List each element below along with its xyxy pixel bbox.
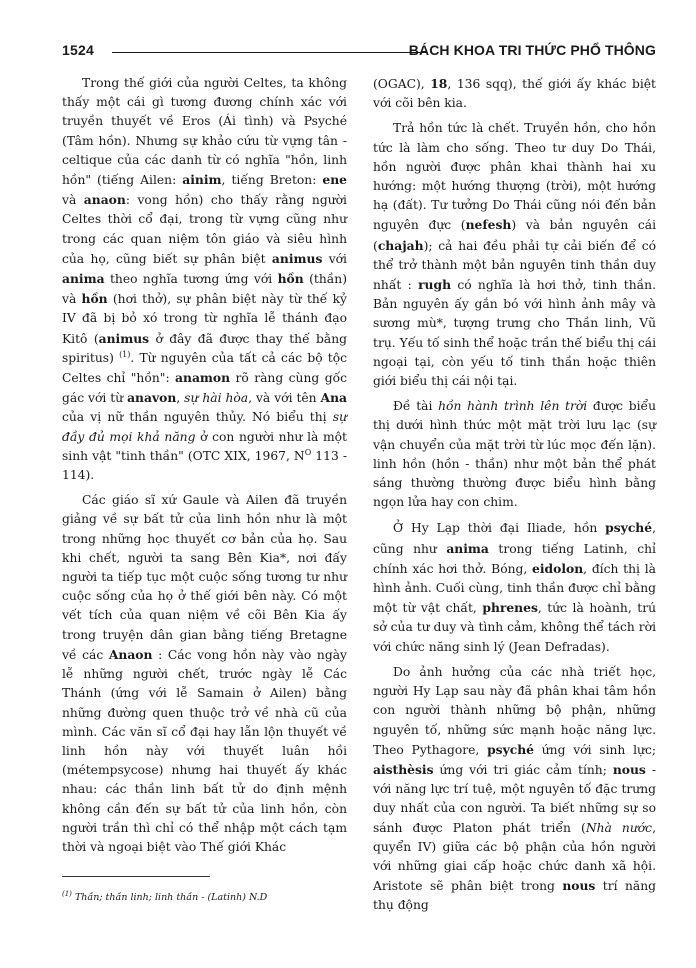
paragraph: Các giáo sĩ xứ Gaule và Ailen đã truyền giảng về sự bất tử của linh hồn như là một trong những học thuyết cơ bản của họ. Sau khi chết, người ta sang Bên Kia*, nơi đấy người ta tiếp tục một cuộc sống tương tư như cuộc sống của họ ở thế giới bên này. Có một vết tích của quan niệm về cõi Bên Kia ấy trong truyện dân gian bằng tiếng Bretagne về các Anaon : Các vong hồn này vào ngày lễ những người chết, trước ngày lễ Các Thánh (ứng với lễ Samain ở Ailen) bằng những đường quen thuộc trở về nhà cũ của mình. Các văn sĩ cổ đại hay lẫn lộn thuyết về linh hồn này với thuyết luân hồi (métempsycose) nhưng hai thuyết ấy khác nhau: các thần linh bất tử do định mệnh không cần đến sự bất tử của linh hồn, còn người trần thì chỉ có thể nhập một cách tạm thời và ngoại biệt vào Thế giới Khác	[62, 493, 347, 854]
paragraph-continued: (OGAC), 18, 136 sqq), thế giới ấy khác biệt với cõi bên kia.	[373, 76, 656, 111]
footnote-text: Thần; thần linh; linh thần - (Latinh) N.D	[71, 892, 268, 903]
page-number: 1524	[62, 42, 94, 58]
page-header	[62, 42, 656, 64]
right-column	[373, 74, 656, 922]
running-title: BÁCH KHOA TRI THỨC PHỔ THÔNG	[408, 42, 656, 58]
footnote-reference: (1)	[119, 349, 131, 359]
left-column	[62, 74, 347, 863]
header-rule	[112, 52, 426, 53]
paragraph: Đề tài hồn hành trình lên trời được biểu thị dưới hình thức một mặt trời lưu lạc (sự vận chuyển của mặt trời từ lúc mọc đến lặn). linh hồn (hồn - thần) như một bản thể phát sáng thường thường được biểu hình bằng ngọn lửa hay con chim.	[373, 399, 656, 510]
paragraph: Trong thế giới của người Celtes, ta không thấy một cái gì tương đương chính xác với truyền thuyết về Eros (Ái tình) và Psyché (Tâm hồn). Nhưng sự khảo cứu từ vựng tân - celtique của các danh từ có nghĩa "hồn, linh hồn" (tiếng Ailen: ainim, tiếng Breton: ene và anaon: vong hồn) cho thấy rằng người Celtes thời cổ đại, trong từ vựng cũng như trong các quan niệm tôn giáo và siêu hình của họ, cũng biết sự phân biệt animus với anima theo nghĩa tương ứng với hồn (thần) và hồn (hơi thở), sự phân biệt này từ thế kỷ IV đã bị bỏ xó trong từ nghĩa lễ thánh đạo Kitô (animus ở đây đã được thay thế bằng spiritus) $^{(1)}$. Từ nguyên của tất cả các bộ tộc Celtes chỉ "hồn": anamon rõ ràng cùng gốc gác với từ anavon, sự hài hòa, và với tên Ana của vị nữ thần nguyên thủy. Nó biểu thị sự đầy đủ mọi khả năng ở con người như là một sinh vật "tinh thần" (OTC XIX, 1967, $N^O$ 113 - 114).	[62, 76, 348, 483]
footnote	[62, 889, 347, 904]
footnote-rule	[62, 876, 210, 877]
paragraph: Ở Hy Lạp thời đại Iliade, hồn psyché, cũng như anima trong tiếng Latinh, chỉ chính xác hơi thở. Bóng, eidolon, đích thị là hình ảnh. Cuối cùng, tinh thần được chỉ bằng một từ vật chất, phrenes, tức là hoành, trú sở của tư duy và tình cảm, không thể tách rời với chức năng sinh lý (Jean Defradas).	[373, 520, 656, 654]
paragraph: Do ảnh hưởng của các nhà triết học, người Hy Lạp sau này đã phân khai tâm hồn con người thành những bộ phận, những nguyên tố, những sức mạnh hoặc năng lực. Theo Pythagore, psyché ứng với sinh lực; aisthèsis ứng với tri giác cảm tính; nous - với năng lực trí tuệ, một nguyên tố đặc trưng duy nhất của con người. Ta biết những sự so sánh được Platon phát triển (Nhà nước, quyển IV) giữa các bộ phận của hồn người với những giai cấp hoặc chức danh xã hội. Aristote sẽ phân biệt trong nous trí năng thụ động	[373, 664, 656, 913]
paragraph: Trả hồn tức là chết. Truyền hồn, cho hồn tức là làm cho sống. Theo tư duy Do Thái, hồn người được phân khai thành hai xu hướng: một hướng thượng (trời), một hướng hạ (đất). Tư tưởng Do Thái cũng nói đến bản nguyên đực (nefesh) và bản nguyên cái (chajah); cả hai đều phải tự cải biến để có thể trở thành một bản nguyên tinh thần duy nhất : rugh có nghĩa là hơi thở, tinh thần. Bản nguyên ấy gắn bó với hình ảnh mây và sương mù*, tượng trưng cho Thần linh, Vũ trụ. Yếu tố sinh thể hoặc trần thế biểu thị cái ngoại tại, còn yếu tố tinh thần hoặc thiên giới biểu thị cái nội tại.	[373, 121, 657, 389]
footnote-mark: (1)	[62, 889, 72, 898]
